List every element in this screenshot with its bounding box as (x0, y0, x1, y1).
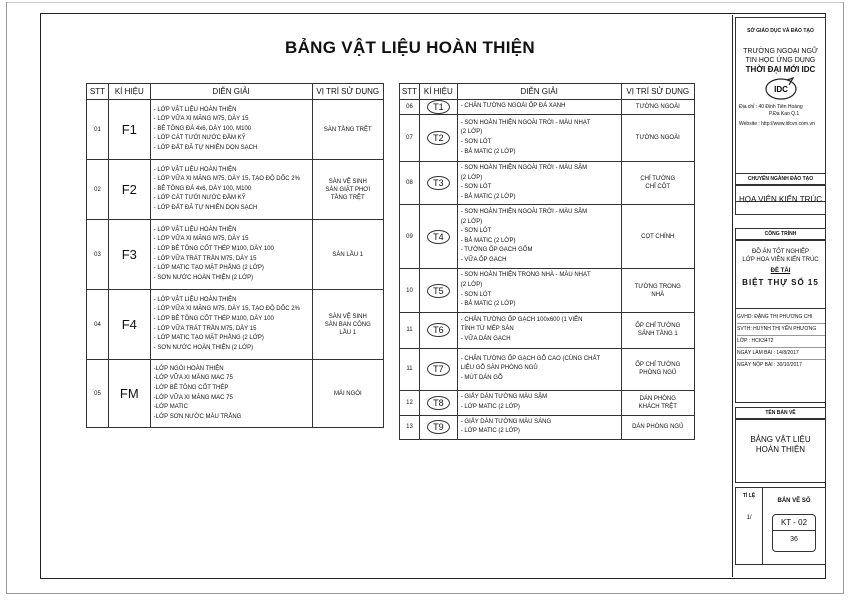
description-line: - LỚP BÊ TÔNG CỐT THÉP M100, DÀY 100 (153, 315, 274, 322)
location-line: MÁI NGÓI (333, 390, 362, 397)
material-description (457, 312, 621, 348)
location-line: SÀN GIẶT PHƠI (325, 186, 371, 193)
location-line: NHÀ (651, 291, 665, 298)
description-line: -LỚP VỮA XI MĂNG MAC 75 (153, 394, 233, 401)
major-label-box (735, 173, 826, 185)
description-line: (2 LỚP) (460, 174, 483, 181)
start-date: NGÀY LÀM BÀI : 14/8/2017 (737, 350, 825, 360)
description-line: -LỚP MATIC (153, 404, 188, 411)
usage-location (621, 100, 694, 115)
row-stt: 08 (400, 162, 420, 205)
submit-date: NGÀY NỘP BÀI : 30/10/2017 (737, 362, 802, 368)
description-line: - LỚP VỮA TRÁT TRẦN M75, DÀY 15 (153, 255, 257, 262)
work-line-1: ĐỒ ÁN TỐT NGHIỆP (751, 249, 810, 255)
description-line: - VỮA DÁN GẠCH (460, 336, 511, 343)
major-label: CHUYÊN NGÀNH ĐÀO TẠO (747, 176, 814, 182)
description-line: - LỚP CÁT TƯỚI NƯỚC ĐẦM KỸ (153, 195, 246, 202)
material-description (150, 160, 312, 220)
material-code: T2 (427, 131, 450, 145)
student: SVTH: HUỲNH THỊ YẾN PHƯƠNG (737, 326, 825, 336)
sheet-label: TÊN BẢN VẼ (765, 410, 796, 416)
location-line: CHỈ TƯỜNG (640, 176, 676, 183)
row-stt: 06 (400, 100, 420, 115)
description-line: - LỚP VỮA XI MĂNG M75, DÀY 15 (153, 236, 249, 243)
sheet-number: 36 (790, 536, 798, 543)
row-stt: 04 (87, 290, 109, 360)
header-stt: STT (400, 84, 420, 100)
usage-location (312, 160, 383, 220)
material-code: FM (119, 386, 139, 401)
table-row (400, 390, 695, 415)
material-description (457, 100, 621, 115)
description-line: -LỚP SƠN NƯỚC MÀU TRẮNG (153, 413, 242, 420)
material-code: T7 (427, 362, 450, 376)
row-stt: 10 (400, 269, 420, 312)
material-code: F2 (121, 182, 137, 197)
description-line: - LỚP VỮA TRÁT TRẦN M75, DÀY 15 (153, 325, 257, 332)
description-line: - BẢ MATIC (2 LỚP) (460, 193, 516, 200)
location-line: LẦU 1 (339, 329, 357, 336)
description-line: - VỮA ỐP GẠCH (460, 257, 507, 264)
page-edge-left (6, 2, 7, 594)
usage-location (621, 205, 694, 269)
location-line: SÀN VỆ SINH (328, 178, 367, 185)
sheet-label-box (735, 407, 826, 419)
material-description (150, 100, 312, 160)
header-code: KÍ HIỆU (108, 84, 150, 100)
materials-table-right (399, 83, 695, 440)
description-line: - SƠN LÓT (460, 291, 492, 298)
topic-label: ĐỀ TÀI (770, 268, 791, 274)
material-code: T8 (427, 396, 450, 410)
sheet-number-box (735, 487, 826, 565)
description-line: - GIẤY DÁN TƯỜNG MÀU SẬM (460, 394, 548, 401)
material-code: T6 (427, 323, 450, 337)
material-description (457, 348, 621, 390)
description-line: - BẢ MATIC (2 LỚP) (460, 237, 516, 244)
drawing-title: BẢNG VẬT LIỆU HOÀN THIỆN (285, 38, 535, 57)
work-label-box (735, 228, 826, 240)
page-edge-bottom (6, 593, 844, 594)
location-line: ỐP CHỈ TƯỜNG (635, 323, 681, 330)
usage-location (621, 348, 694, 390)
school-line-3: THỜI ĐẠI MỚI IDC (745, 65, 816, 74)
row-stt: 05 (87, 360, 109, 428)
material-code: T5 (427, 284, 450, 298)
location-line: TƯỜNG NGOÀI (635, 135, 680, 141)
material-code: T3 (427, 176, 450, 190)
usage-location (312, 360, 383, 428)
header-desc: DIỄN GIẢI (150, 84, 312, 100)
page-edge-top (6, 2, 844, 3)
description-line: - LỚP MATIC (2 LỚP) (460, 428, 520, 435)
class-code: LỚP : HCK34T2 (737, 338, 825, 348)
table-row (87, 100, 384, 160)
material-description (150, 360, 312, 428)
location-line: KHÁCH TRỆT (638, 403, 677, 410)
material-code: T4 (427, 230, 450, 244)
description-line: - CHÂN TƯỜNG ỐP GẠCH GỖ CAO (CÙNG CHẤT (460, 355, 601, 362)
description-line: - BẢ MATIC (2 LỚP) (460, 301, 516, 308)
table-row (400, 348, 695, 390)
scale-value: 1/ (746, 515, 752, 521)
material-code: F3 (121, 247, 137, 262)
sheet-name-2: HOÀN THIỆN (755, 445, 806, 454)
location-line: PHÒNG NGỦ (639, 370, 677, 377)
usage-location (621, 390, 694, 415)
description-line: LIỆU GỖ SÀN PHÒNG NGỦ (460, 365, 538, 372)
material-code: F4 (121, 317, 137, 332)
description-line: - BÊ TÔNG ĐÁ 4x6, DÀY 100, M100 (153, 125, 252, 132)
advisor: GVHD: ĐẶNG THỊ PHƯƠNG CHI (737, 314, 825, 324)
work-line-2: LỚP HỌA VIÊN KIẾN TRÚC (742, 257, 819, 263)
description-line: - LỚP VỮA XI MĂNG M75, DÀY 15, TẠO ĐỘ DỐC 2% (153, 306, 300, 313)
table-row (400, 162, 695, 205)
description-line: - LỚP VẬT LIỆU HOÀN THIỆN (153, 296, 237, 303)
location-line: SÀN TẦNG TRỆT (323, 126, 372, 133)
row-stt: 11 (400, 312, 420, 348)
material-description (457, 205, 621, 269)
usage-location (621, 162, 694, 205)
description-line: - LỚP VỮA XI MĂNG M75, DÀY 15, TẠO ĐỘ DỐC 2% (153, 176, 300, 183)
description-line: - TƯỜNG ỐP GẠCH GỐM (460, 247, 533, 254)
description-line: -LỚP BÊ TÔNG CỐT THÉP (153, 384, 229, 391)
work-label: CÔNG TRÌNH (764, 231, 797, 237)
address-line-2: P.Đa Kao Q.1 (769, 111, 800, 117)
scale-label: TỈ LỆ (742, 493, 756, 499)
material-description (457, 390, 621, 415)
description-line: - LỚP MATIC TẠO MẶT PHẲNG (2 LỚP) (153, 335, 264, 342)
table-row (87, 360, 384, 428)
description-line: - SƠN LÓT (460, 228, 492, 235)
description-line: (2 LỚP) (460, 281, 483, 288)
location-line: TẦNG TRỆT (330, 194, 365, 201)
header-code: KÍ HIỆU (419, 84, 457, 100)
school-line-1: TRƯỜNG NGOẠI NGỮ (743, 48, 818, 55)
row-stt: 09 (400, 205, 420, 269)
row-stt: 07 (400, 115, 420, 162)
sheet-name-1: BẢNG VẬT LIỆU (750, 435, 811, 444)
location-line: ỐP CHỈ TƯỜNG (635, 362, 681, 369)
usage-location (621, 115, 694, 162)
usage-location (621, 312, 694, 348)
material-description (457, 162, 621, 205)
sheet-name-box (735, 419, 826, 483)
table-row (400, 269, 695, 312)
material-description (150, 290, 312, 360)
description-line: - BẢ MATIC (2 LỚP) (460, 148, 516, 155)
description-line: - SƠN HOÀN THIỆN NGOÀI TRỜI - MÀU SẬM (460, 209, 588, 216)
website: Website : http://www.idcvn.com.vn (739, 121, 815, 127)
project-info-box (735, 240, 826, 403)
materials-table-left (86, 83, 384, 428)
material-description (150, 220, 312, 290)
table-row (400, 205, 695, 269)
table-row (400, 312, 695, 348)
table-row (87, 220, 384, 290)
table-row (400, 115, 695, 162)
logo-text: IDC (773, 85, 788, 94)
description-line: - LỚP VẬT LIỆU HOÀN THIỆN (153, 106, 237, 113)
description-line: - SƠN LÓT (460, 139, 492, 145)
header-loc: VỊ TRÍ SỬ DỤNG (312, 84, 383, 100)
school-line-2: TIN HỌC ỨNG DỤNG (745, 57, 816, 64)
location-line: DÁN PHÒNG (639, 395, 676, 402)
dept-name: SỞ GIÁO DỤC VÀ ĐÀO TẠO (747, 28, 814, 34)
location-line: SÀN VỆ SINH (328, 313, 367, 320)
location-line: DÁN PHÒNG NGỦ (632, 424, 684, 431)
row-stt: 02 (87, 160, 109, 220)
row-stt: 11 (400, 348, 420, 390)
material-description (457, 415, 621, 439)
major-name: HỌA VIÊN KIẾN TRÚC (739, 195, 822, 204)
description-line: - SƠN LÓT (460, 184, 492, 191)
usage-location (312, 100, 383, 160)
topic-name: BIỆT THỰ SỐ 15 (742, 278, 819, 287)
description-line: - SƠN HOÀN THIỆN NGOÀI TRỜI - MÀU NHẠT (460, 119, 591, 126)
row-stt: 13 (400, 415, 420, 439)
description-line: (2 LỚP) (460, 129, 483, 136)
table-row (400, 415, 695, 439)
description-line: (2 LỚP) (460, 218, 483, 225)
description-line: - LỚP MATIC TẠO MẶT PHẲNG (2 LỚP) (153, 265, 264, 272)
header-desc: DIỄN GIẢI (457, 84, 621, 100)
usage-location (312, 220, 383, 290)
usage-location (621, 269, 694, 312)
idc-logo-icon (763, 77, 799, 101)
description-line: - LỚP VỮA XI MĂNG M75, DÀY 15 (153, 116, 249, 123)
description-line: TÍNH TỪ MÉP SÀN (460, 326, 514, 333)
material-code: F1 (121, 122, 137, 137)
location-line: SÀN LẦU 1 (332, 251, 364, 258)
address-line-1: Địa chỉ : 40 Đinh Tiên Hoàng (739, 104, 803, 110)
major-box (735, 185, 826, 215)
header-loc: VỊ TRÍ SỬ DỤNG (621, 84, 694, 100)
usage-location (621, 415, 694, 439)
location-line: CỌT CHÍNH (641, 233, 675, 240)
description-line: - LỚP ĐẤT ĐÃ TỰ NHIÊN DỌN SẠCH (153, 144, 258, 151)
usage-location (312, 290, 383, 360)
description-line: - CHÂN TƯỜNG NGOÀI ỐP ĐÁ XANH (460, 103, 566, 110)
table-row (400, 100, 695, 115)
material-description (457, 115, 621, 162)
row-stt: 03 (87, 220, 109, 290)
header-stt: STT (87, 84, 109, 100)
description-line: - LỚP VẬT LIỆU HOÀN THIỆN (153, 226, 237, 233)
description-line: - LỚP VẬT LIỆU HOÀN THIỆN (153, 166, 237, 173)
location-line: CHỈ CỘT (645, 184, 671, 191)
location-line: TƯỜNG NGOÀI (635, 104, 680, 110)
description-line: - MÚT DÁN GỖ (460, 375, 503, 382)
material-code: T9 (427, 420, 450, 434)
description-line: - GIẤY DÁN TƯỜNG MÀU SÁNG (460, 418, 552, 425)
description-line: - SƠN HOÀN THIỆN TRONG NHÀ - MÀU NHẠT (460, 272, 591, 279)
material-description (457, 269, 621, 312)
description-line: - SƠN NƯỚC HOÀN THIỆN (2 LỚP) (153, 344, 254, 351)
description-line: -LỚP VỮA XI MĂNG MAC 75 (153, 375, 233, 382)
material-code: T1 (427, 100, 450, 114)
description-line: - SƠN NƯỚC HOÀN THIỆN (2 LỚP) (153, 274, 254, 281)
description-line: - CHÂN TƯỜNG ỐP GẠCH 100x600 (1 VIÊN (460, 316, 583, 323)
description-line: - LỚP MATIC (2 LỚP) (460, 403, 520, 410)
sheet-number-label: BẢN VẼ SỐ (777, 498, 811, 504)
row-stt: 01 (87, 100, 109, 160)
sheet-code: KT - 02 (773, 515, 815, 531)
description-line: - SƠN HOÀN THIỆN NGOÀI TRỜI - MÀU SẬM (460, 165, 588, 171)
row-stt: 12 (400, 390, 420, 415)
description-line: - BÊ TÔNG ĐÁ 4x6, DÀY 100, M100 (153, 185, 252, 192)
description-line: - LỚP CÁT TƯỚI NƯỚC ĐẦM KỸ (153, 135, 246, 142)
page-edge-right (843, 2, 844, 594)
location-line: SẢNH TẦNG 1 (637, 331, 678, 338)
table-row (87, 290, 384, 360)
table-row (87, 160, 384, 220)
description-line: - LỚP BÊ TÔNG CỐT THÉP M100, DÀY 100 (153, 245, 274, 252)
location-line: TƯỜNG TRONG (634, 283, 681, 290)
description-line: -LỚP NGÓI HOÀN THIỆN (153, 365, 224, 372)
location-line: SÀN BAN CÔNG (324, 321, 371, 328)
description-line: - LỚP ĐẤT ĐÃ TỰ NHIÊN DỌN SẠCH (153, 204, 258, 211)
